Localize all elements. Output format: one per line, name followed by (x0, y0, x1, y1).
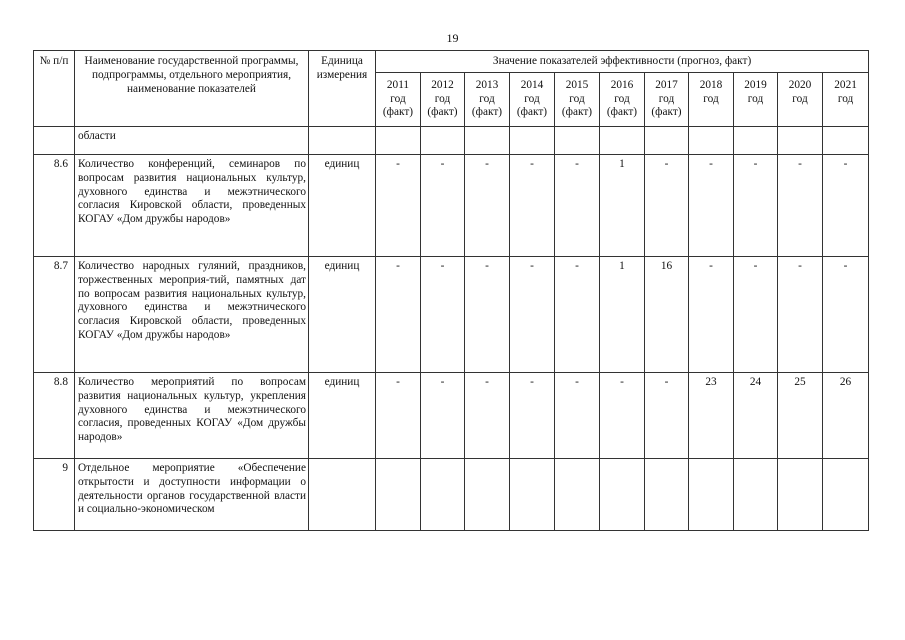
table-row (34, 257, 869, 373)
header-num: № п/п (34, 51, 75, 127)
row-unit (309, 459, 376, 531)
row-unit: единиц (309, 373, 376, 459)
year-header-2011 (376, 73, 421, 127)
row-value-cell (778, 127, 823, 155)
row-value-cell (510, 459, 555, 531)
row-value-cell (510, 127, 555, 155)
row-value-cell: - (645, 373, 689, 459)
row-value-cell (645, 127, 689, 155)
row-value-cell: 16 (645, 257, 689, 373)
row-value-cell: - (376, 373, 421, 459)
year-header-line3: (факт) (382, 106, 414, 118)
row-value-cell (376, 459, 421, 531)
page-number: 19 (446, 31, 459, 45)
row-value-cell (823, 459, 869, 531)
year-header-line3: (факт) (427, 106, 458, 118)
year-header-line2: год (524, 92, 540, 105)
row-value-cell (600, 127, 645, 155)
year-header-line2: год (792, 92, 808, 105)
row-value-cell: - (734, 257, 778, 373)
year-header-2018 (689, 73, 734, 127)
table-row (34, 373, 869, 459)
row-value-cell (555, 127, 600, 155)
year-header-line3: (факт) (606, 106, 638, 118)
row-value-cell: 1 (600, 155, 645, 257)
year-header-line2: год (479, 92, 495, 105)
row-value-cell: 23 (689, 373, 734, 459)
header-values-group: Значение показателей эффективности (прогноз, факт) (376, 51, 869, 73)
year-header-line3: (факт) (471, 106, 503, 118)
header-name: Наименование государственной программы, подпрограммы, отдельного мероприятия, наименование показателей (75, 51, 309, 127)
year-header-line2: год (837, 92, 854, 105)
row-value-cell (689, 127, 734, 155)
row-value-cell: - (778, 257, 823, 373)
row-value-cell (465, 459, 510, 531)
row-value-cell (555, 459, 600, 531)
row-value-cell: 1 (600, 257, 645, 373)
year-header-line2: год (390, 92, 406, 105)
row-value-cell: - (555, 257, 600, 373)
year-header-year: 2018 (699, 79, 723, 91)
row-indicator-name: Количество конференций, семинаров по вопросам развития национальных культур, духовного единства и межэтнического согласия Кировской области, проведенных КОГАУ «Дом дружбы народов» (75, 155, 309, 257)
row-value-cell (778, 459, 823, 531)
year-header-2021 (823, 73, 869, 127)
row-indicator-name: Количество народных гуляний, праздников, торжественных мероприя-тий, памятных дат по вопросам развития национальных культур, духовного единства и межэтнического согласия Кировской области, проведенных КОГАУ «Дом дружбы народов» (75, 257, 309, 373)
year-header-line2: год (747, 92, 764, 105)
row-value-cell (823, 127, 869, 155)
row-value-cell (421, 459, 465, 531)
row-value-cell: - (734, 155, 778, 257)
row-value-cell (734, 459, 778, 531)
year-header-2017 (645, 73, 689, 127)
row-indicator-name: Количество мероприятий по вопросам развития национальных культур, укрепления духовного единства и межэтнического согласия, проведенных КОГАУ «Дом дружбы народов» (75, 373, 309, 459)
row-value-cell: - (510, 373, 555, 459)
table-body (34, 127, 869, 531)
row-value-cell: - (823, 155, 869, 257)
year-header-line2: год (703, 92, 719, 105)
row-unit: единиц (309, 257, 376, 373)
row-value-cell: - (376, 155, 421, 257)
year-header-line3: (факт) (561, 106, 593, 118)
row-value-cell: - (778, 155, 823, 257)
row-value-cell (376, 127, 421, 155)
row-value-cell (689, 459, 734, 531)
year-header-line2: год (569, 92, 585, 105)
row-value-cell: - (510, 155, 555, 257)
row-value-cell (600, 459, 645, 531)
year-header-line3: (факт) (651, 106, 682, 118)
year-header-year: 2011 (386, 79, 410, 91)
year-header-2019 (734, 73, 778, 127)
row-value-cell: - (421, 257, 465, 373)
header-unit: Единица измерения (309, 51, 376, 127)
row-number (34, 127, 75, 155)
year-header-2020 (778, 73, 823, 127)
row-value-cell: 26 (823, 373, 869, 459)
row-number: 8.6 (34, 155, 75, 257)
year-header-year: 2013 (475, 79, 499, 91)
year-header-year: 2017 (655, 79, 678, 91)
row-value-cell: - (465, 155, 510, 257)
year-header-line2: год (614, 92, 630, 105)
table-row (34, 127, 869, 155)
year-header-year: 2016 (610, 79, 634, 91)
row-value-cell: - (600, 373, 645, 459)
row-indicator-name: области (75, 127, 309, 155)
row-value-cell: - (555, 373, 600, 459)
year-header-line3: (факт) (516, 106, 548, 118)
row-value-cell: - (421, 155, 465, 257)
year-header-line2: год (434, 92, 451, 105)
row-value-cell: - (465, 373, 510, 459)
year-header-year: 2019 (744, 79, 767, 91)
row-number: 8.8 (34, 373, 75, 459)
row-value-cell: - (823, 257, 869, 373)
row-number: 8.7 (34, 257, 75, 373)
year-header-line2: год (658, 92, 675, 105)
row-number: 9 (34, 459, 75, 531)
row-value-cell (734, 127, 778, 155)
row-value-cell: - (689, 257, 734, 373)
year-header-2014 (510, 73, 555, 127)
year-header-2016 (600, 73, 645, 127)
row-value-cell: - (376, 257, 421, 373)
year-header-2015 (555, 73, 600, 127)
table-row (34, 155, 869, 257)
table-row (34, 459, 869, 531)
year-header-year: 2021 (834, 79, 857, 91)
row-value-cell: 24 (734, 373, 778, 459)
year-header-2013 (465, 73, 510, 127)
row-value-cell: - (421, 373, 465, 459)
row-value-cell: - (645, 155, 689, 257)
row-indicator-name: Отдельное мероприятие «Обеспечение открытости и доступности информации о деятельности органов государственной власти и социально-экономическом (75, 459, 309, 531)
year-header-2012 (421, 73, 465, 127)
row-value-cell (421, 127, 465, 155)
row-unit (309, 127, 376, 155)
row-value-cell (465, 127, 510, 155)
year-header-year: 2015 (565, 79, 589, 91)
table-header (34, 51, 869, 127)
row-value-cell (645, 459, 689, 531)
row-value-cell: - (555, 155, 600, 257)
row-value-cell: - (465, 257, 510, 373)
year-header-year: 2014 (520, 79, 544, 91)
year-header-year: 2012 (431, 79, 454, 91)
year-header-year: 2020 (788, 79, 812, 91)
row-value-cell: - (510, 257, 555, 373)
indicators-table (33, 50, 869, 531)
row-value-cell: 25 (778, 373, 823, 459)
row-value-cell: - (689, 155, 734, 257)
row-unit: единиц (309, 155, 376, 257)
